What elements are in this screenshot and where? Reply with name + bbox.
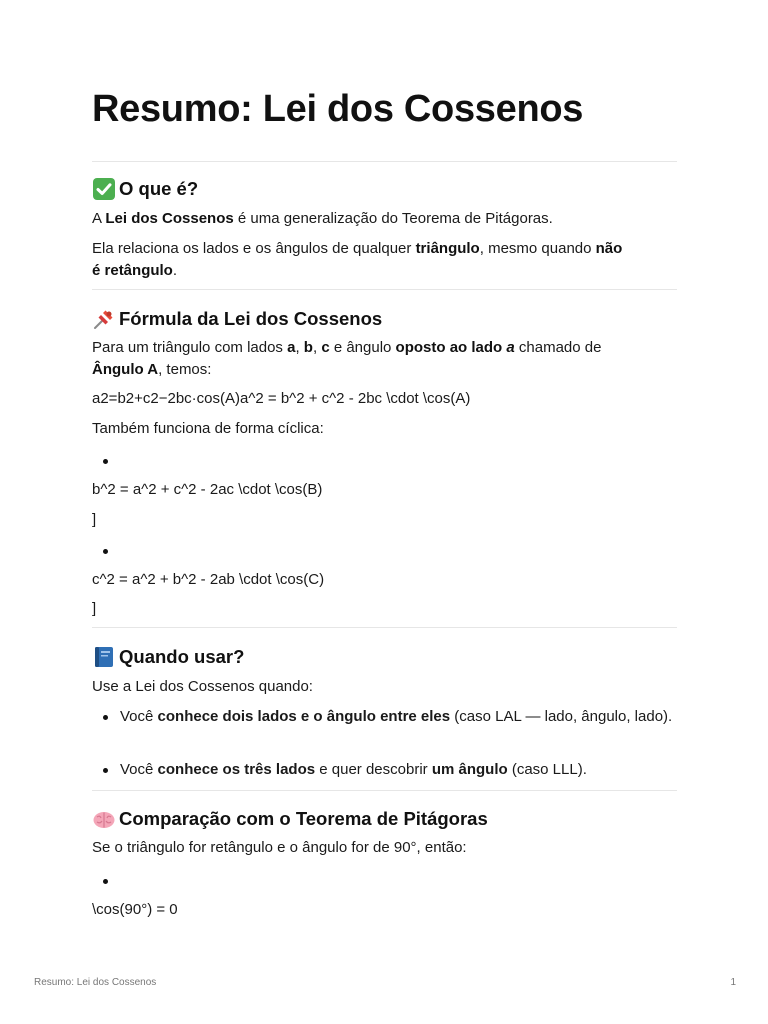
section-heading-formula (92, 307, 382, 331)
bracket-text: ] (92, 600, 97, 617)
page-number: 1 (730, 977, 736, 988)
divider (92, 627, 677, 628)
section-heading-text: Comparação com o Teorema de Pitágoras (119, 808, 488, 829)
formula-cos90: \cos(90°) = 0 (92, 901, 178, 918)
formula-c: c^2 = a^2 + b^2 - 2ab \cdot \cos(C) (92, 571, 325, 588)
paragraph: Ela relaciona os lados e os ângulos de qualquer triângulo, mesmo quando não é retângulo. (92, 240, 623, 279)
bullet-dot (103, 879, 108, 884)
divider (92, 790, 677, 791)
paragraph: A Lei dos Cossenos é uma generalização do Teorema de Pitágoras. (92, 210, 553, 227)
list-item (92, 706, 677, 750)
bracket-text: ] (92, 511, 97, 528)
paragraph: Se o triângulo for retângulo e o ângulo for de 90°, então: (92, 839, 467, 856)
footer-title: Resumo: Lei dos Cossenos (34, 977, 157, 988)
page-title: Resumo: Lei dos Cossenos (92, 88, 584, 130)
divider (92, 161, 677, 162)
check-mark-icon (92, 177, 116, 201)
formula-b: b^2 = a^2 + c^2 - 2ac \cdot \cos(B) (92, 481, 323, 498)
section-heading-text: Fórmula da Lei dos Cossenos (119, 308, 383, 329)
paragraph: Também funciona de forma cíclica: (92, 420, 324, 437)
section-heading-text: O que é? (119, 178, 199, 199)
section-heading-when (92, 645, 244, 669)
bullet-dot (103, 549, 108, 554)
brain-icon (92, 807, 116, 831)
list-item (92, 870, 677, 892)
section-heading-compare (92, 807, 488, 831)
divider (92, 289, 677, 290)
bullet-dot (103, 715, 108, 720)
blue-book-icon (92, 645, 116, 669)
bullet-dot (103, 768, 108, 773)
paragraph: Use a Lei dos Cossenos quando: (92, 678, 313, 695)
bullet-dot (103, 459, 108, 464)
section-heading-text: Quando usar? (119, 646, 245, 667)
section-heading-what (92, 177, 198, 201)
formula-main: a2=b2+c2−2bc·cos(A)a^2 = b^2 + c^2 - 2bc \cdot \cos(A) (92, 390, 471, 407)
list-item (92, 540, 677, 562)
list-item (92, 450, 677, 472)
pushpin-icon (92, 307, 116, 331)
paragraph: Para um triângulo com lados a, b, c e ângulo oposto ao lado a chamado de Ângulo A, temos: (92, 339, 602, 378)
list-item-text: Você conhece os três lados e quer descobrir um ângulo (caso LLL). (120, 761, 587, 778)
list-item (92, 759, 677, 781)
list-item-text: Você conhece dois lados e o ângulo entre eles (caso LAL — lado, ângulo, lado). (120, 708, 673, 725)
